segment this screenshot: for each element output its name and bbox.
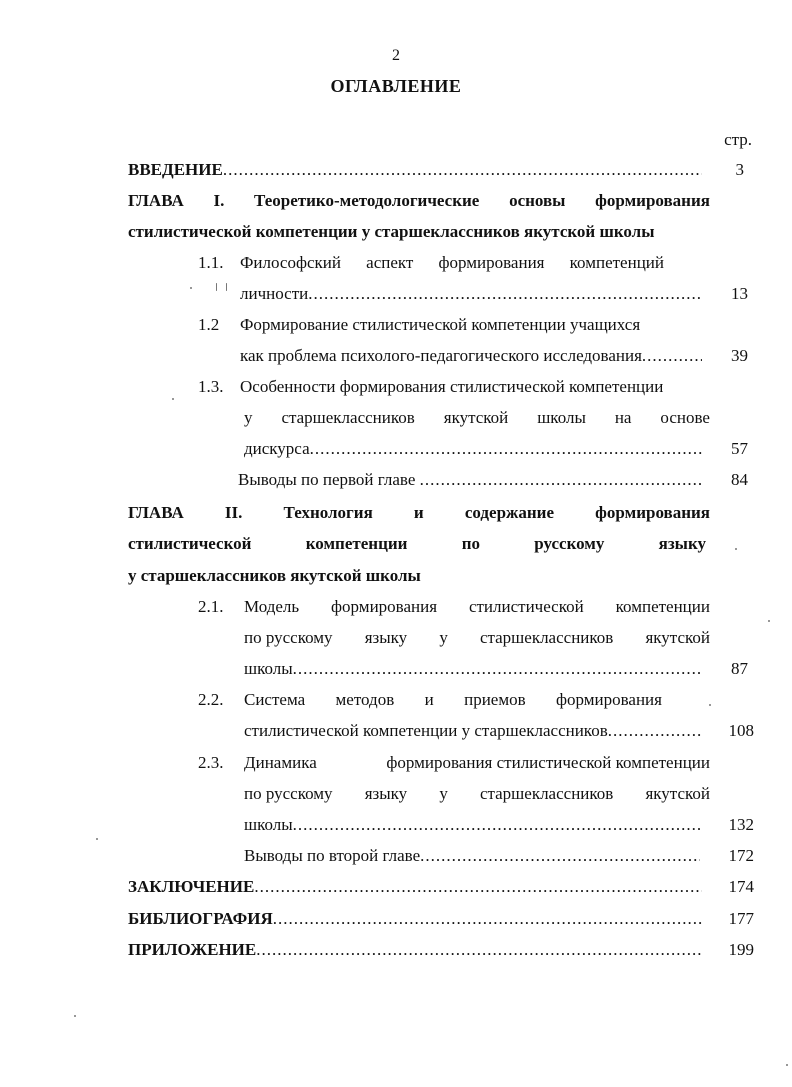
scan-speck <box>226 283 227 291</box>
section-title-line: стилистической компетенции у старшеклассников ..... <box>244 721 702 741</box>
toc-entry-page: 108 <box>728 721 754 740</box>
chapter-title-line: ГЛАВА I. Теоретико-методологические основы формирования <box>128 191 710 210</box>
page-column-label: стр. <box>724 130 752 149</box>
toc-entry-title: Выводы по второй главе ..... <box>244 846 700 866</box>
section-title-line: школы ..... <box>244 815 700 835</box>
toc-entry-title: ЗАКЛЮЧЕНИЕ ..... <box>128 877 702 897</box>
toc-entry-page: 172 <box>728 846 754 865</box>
toc-entry-title: ВВЕДЕНИЕ ..... <box>128 160 702 180</box>
toc-entry-page: 87 <box>731 659 748 678</box>
toc-entry-page: 132 <box>728 815 754 834</box>
section-title-line: Динамика формирования стилистической компетенции <box>244 753 710 772</box>
section-title-line: личности ..... <box>240 284 702 304</box>
section-title-line: по русскому языку у старшеклассников якутской <box>244 784 710 803</box>
chapter-title-line: ГЛАВА II. Технология и содержание формирования <box>128 503 710 522</box>
section-number: 2.1. <box>198 597 224 616</box>
section-number: 2.3. <box>198 753 224 772</box>
chapter-title-line: стилистической компетенции по русскому языку <box>128 534 706 553</box>
section-number: 1.3. <box>198 377 224 396</box>
chapter-title-line: у старшеклассников якутской школы <box>128 566 421 585</box>
scan-speck <box>735 548 737 550</box>
section-title-line: Философский аспект формирования компетенций <box>240 253 664 272</box>
toc-entry-page: 84 <box>731 470 748 489</box>
toc-title: ОГЛАВЛЕНИЕ <box>330 76 462 96</box>
section-number: 2.2. <box>198 690 224 709</box>
page-number: 2 <box>392 47 400 64</box>
scan-speck <box>768 620 770 622</box>
section-number: 1.1. <box>198 253 224 272</box>
scan-speck <box>96 838 98 840</box>
scan-speck <box>709 704 711 706</box>
section-title-line: школы ..... <box>244 659 700 679</box>
section-title-line: у старшеклассников якутской школы на основе <box>244 408 710 427</box>
toc-entry-title: Выводы по первой главе ..... <box>238 470 702 490</box>
toc-entry-title: БИБЛИОГРАФИЯ ..... <box>128 909 702 929</box>
scan-speck <box>786 1064 788 1066</box>
toc-entry-page: 177 <box>728 909 754 928</box>
scan-speck <box>190 287 192 289</box>
toc-entry-page: 3 <box>735 160 744 179</box>
section-title-line: Система методов и приемов формирования <box>244 690 662 709</box>
section-title-line: Формирование стилистической компетенции учащихся <box>240 315 641 334</box>
section-title-line: Модель формирования стилистической компетенции <box>244 597 710 616</box>
section-number: 1.2 <box>198 315 220 334</box>
toc-entry-page: 13 <box>731 284 748 303</box>
section-title-line: по русскому языку у старшеклассников якутской <box>244 628 710 647</box>
toc-entry-page: 174 <box>728 877 754 896</box>
toc-entry-page: 57 <box>731 439 748 458</box>
section-title-line: Особенности формирования стилистической компетенции <box>240 377 664 396</box>
scan-speck <box>172 398 174 400</box>
section-title-line: как проблема психолого-педагогического исследования ..... <box>240 346 702 366</box>
chapter-title-line: стилистической компетенции у старшеклассников якутской школы <box>128 222 655 241</box>
section-title-line: дискурса ..... <box>244 439 702 459</box>
toc-entry-page: 199 <box>728 940 754 959</box>
scan-speck <box>74 1015 76 1017</box>
toc-entry-page: 39 <box>731 346 748 365</box>
scan-speck <box>216 283 217 291</box>
toc-entry-title: ПРИЛОЖЕНИЕ ..... <box>128 940 702 960</box>
